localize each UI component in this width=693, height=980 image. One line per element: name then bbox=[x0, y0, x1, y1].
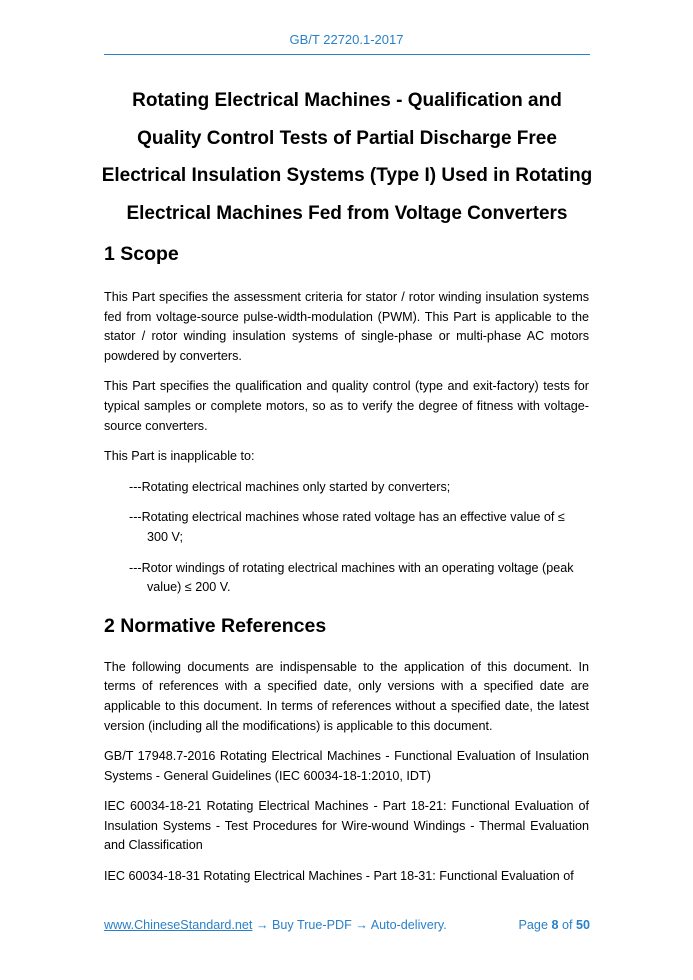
list-item-text: ---Rotor windings of rotating electrical machines with an operating voltage (peak bbox=[129, 560, 574, 575]
website-link[interactable]: www.ChineseStandard.net bbox=[104, 918, 253, 932]
list-item-continuation: value) ≤ 200 V. bbox=[147, 580, 231, 595]
list-item bbox=[129, 559, 589, 598]
title-line: Electrical Machines Fed from Voltage Converters bbox=[126, 202, 568, 224]
footer-promo-text: → Buy True-PDF → Auto-delivery. bbox=[252, 918, 447, 932]
page-number bbox=[519, 918, 590, 932]
exclusion-list bbox=[129, 478, 589, 598]
list-item-text: ---Rotating electrical machines only started by converters; bbox=[129, 479, 451, 494]
title-line: Quality Control Tests of Partial Discharge Free bbox=[137, 127, 557, 149]
page-footer bbox=[104, 918, 590, 932]
document-header: GB/T 22720.1-2017 bbox=[289, 32, 404, 47]
document-title bbox=[96, 82, 598, 232]
header-divider bbox=[104, 54, 590, 55]
title-line: Rotating Electrical Machines - Qualification and bbox=[132, 90, 562, 111]
list-item bbox=[129, 478, 589, 498]
footer-promo bbox=[104, 918, 447, 932]
of-label: of bbox=[561, 918, 573, 932]
total-pages: 50 bbox=[575, 918, 590, 932]
scope-paragraph: This Part specifies the assessment criteria for stator / rotor winding insulation systems fed from voltage-source pulse-width-modulation (PWM). This Part is applicable to the stator / rotor winding insulation systems of single-phase or multi-phase AC motors powdered by converters. bbox=[104, 290, 589, 363]
reference-entry: GB/T 17948.7-2016 Rotating Electrical Machines - Functional Evaluation of Insulation Systems - General Guidelines (IEC 60034-18-1:2010, IDT) bbox=[104, 749, 589, 783]
current-page: 8 bbox=[551, 918, 559, 932]
title-line: Electrical Insulation Systems (Type I) Used in Rotating bbox=[101, 165, 593, 186]
list-item bbox=[129, 508, 589, 547]
reference-entry: IEC 60034-18-21 Rotating Electrical Machines - Part 18-21: Functional Evaluation of Insulation Systems - Test Procedures for Wire-wound Windings - Thermal Evaluation and Classification bbox=[104, 799, 589, 853]
list-item-continuation: 300 V; bbox=[147, 529, 183, 544]
scope-paragraph: This Part specifies the qualification and quality control (type and exit-factory) tests for typical samples or complete motors, so as to verify the degree of fitness with voltage-source converters. bbox=[104, 379, 589, 433]
reference-entry: IEC 60034-18-31 Rotating Electrical Machines - Part 18-31: Functional Evaluation of bbox=[104, 869, 574, 884]
list-item-text: ---Rotating electrical machines whose rated voltage has an effective value of ≤ bbox=[129, 510, 565, 525]
page-label: Page bbox=[518, 918, 548, 932]
section-heading-normative-references: 2 Normative References bbox=[104, 614, 327, 637]
normative-paragraph: The following documents are indispensable to the application of this document. In terms of references with a specified date, only versions with a specified date are applicable to this document. In terms of references without a specified date, the latest version (including all the modifications) is applicable to this document. bbox=[104, 659, 589, 733]
document-body bbox=[104, 240, 589, 898]
section-heading-scope: 1 Scope bbox=[104, 243, 179, 265]
scope-paragraph: This Part is inapplicable to: bbox=[104, 449, 255, 464]
